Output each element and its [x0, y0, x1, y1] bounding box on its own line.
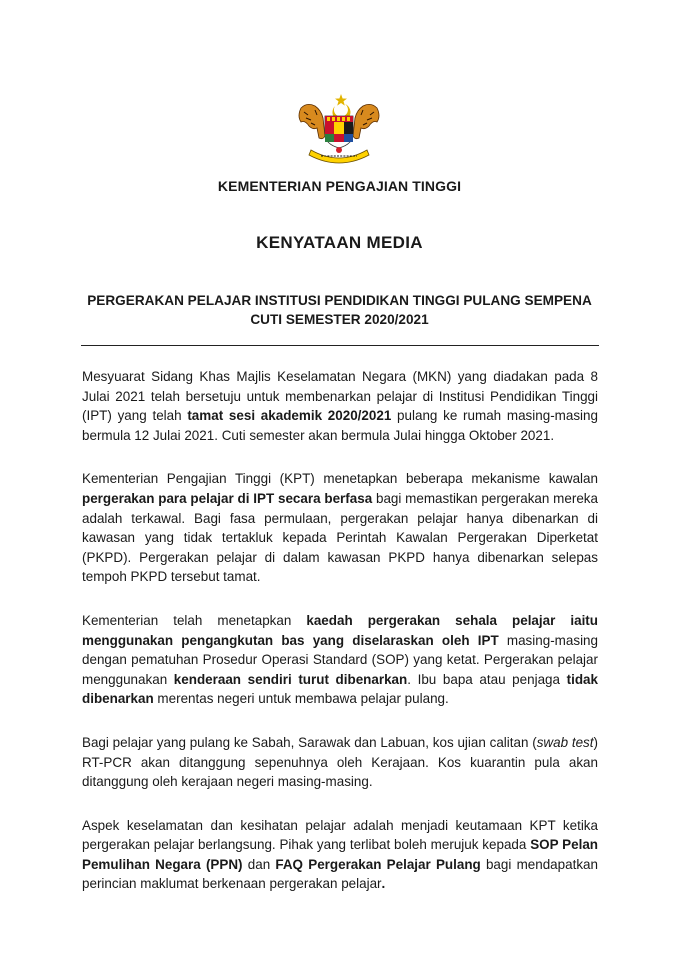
ministry-name: KEMENTERIAN PENGAJIAN TINGGI: [217, 178, 462, 194]
divider-line: [81, 345, 599, 346]
paragraph-text: Mesyuarat Sidang Khas Majlis Keselamatan Negara (MKN) yang diadakan pada 8 Julai 2021 telah bersetuju untuk membenarkan pelajar di Institusi Pendidikan Tinggi (IPT) yang telah: [82, 369, 598, 424]
paragraph-emphasis: tamat sesi akademik 2020/2021: [187, 408, 392, 424]
paragraph-5: [82, 816, 598, 894]
paragraph-text: Bagi pelajar yang pulang ke Sabah, Sarawak dan Labuan, kos ujian calitan (: [82, 734, 537, 750]
paragraph-italic: swab test: [536, 734, 594, 750]
paragraph-emphasis: SOP Pelan Pemulihan Negara (PPN): [82, 837, 599, 872]
paragraph-2: [82, 469, 598, 587]
document-title-line-2: CUTI SEMESTER 2020/2021: [250, 312, 429, 327]
paragraph-text: . Ibu bapa atau penjaga: [407, 671, 567, 687]
paragraph-text: merentas negeri untuk membawa pelajar pulang.: [153, 691, 449, 707]
paragraph-text: dan: [242, 856, 276, 872]
paragraph-text: masing-masing dengan pematuhan Prosedur Operasi Standard (SOP) yang ketat. Pergerakan pelajar menggunakan: [82, 632, 598, 687]
paragraph-text: bagi memastikan pergerakan mereka adalah terkawal. Bagi fasa permulaan, pergerakan pelajar hanya dibenarkan di kawasan yang tidak tertakluk kepada Perintah Kawalan Pergerakan Diperketat (PKPD). Pergerakan pelajar di dalam kawasan PKPD hanya dibenarkan selepas tempoh PKPD tersebut tamat.: [82, 490, 598, 585]
document-type: KENYATAAN MEDIA: [256, 233, 423, 252]
paragraph-4: [82, 733, 598, 792]
paragraph-text: Kementerian Pengajian Tinggi (KPT) menetapkan beberapa mekanisme kawalan: [82, 471, 598, 487]
paragraph-emphasis: kenderaan sendiri turut dibenarkan: [173, 671, 408, 687]
paragraph-text: ) RT-PCR akan ditanggung sepenuhnya oleh Kerajaan. Kos kuarantin pula akan ditanggung oleh kerajaan negeri masing-masing.: [82, 734, 598, 790]
paragraph-text: Aspek keselamatan dan kesihatan pelajar adalah menjadi keutamaan KPT ketika pergerakan pelajar berlangsung. Pihak yang terlibat boleh merujuk kepada: [82, 817, 598, 853]
paragraph-emphasis: kaedah pergerakan sehala pelajar iaitu menggunakan pengangkutan bas yang diselaraskan oleh IPT: [82, 612, 598, 648]
paragraph-1: [82, 367, 598, 445]
document-title-line-1: PERGERAKAN PELAJAR INSTITUSI PENDIDIKAN TINGGI PULANG SEMPENA: [87, 293, 592, 308]
paragraph-text: bagi mendapatkan perincian maklumat berkenaan pergerakan pelajar: [82, 856, 599, 892]
paragraph-emphasis: .: [381, 876, 386, 892]
paragraph-3: [82, 611, 598, 709]
malaysia-coat-of-arms-icon: [291, 92, 387, 166]
paragraph-emphasis: FAQ Pergerakan Pelajar Pulang: [275, 856, 481, 872]
document-title: [60, 291, 619, 329]
paragraph-emphasis: tidak dibenarkan: [82, 671, 599, 707]
paragraph-text: pulang ke rumah masing-masing bermula 12 Julai 2021. Cuti semester akan bermula Julai hingga Oktober 2021.: [82, 408, 598, 443]
paragraph-text: Kementerian telah menetapkan: [82, 612, 307, 628]
paragraph-emphasis: pergerakan para pelajar di IPT secara berfasa: [82, 490, 373, 506]
document-body: [82, 367, 598, 918]
